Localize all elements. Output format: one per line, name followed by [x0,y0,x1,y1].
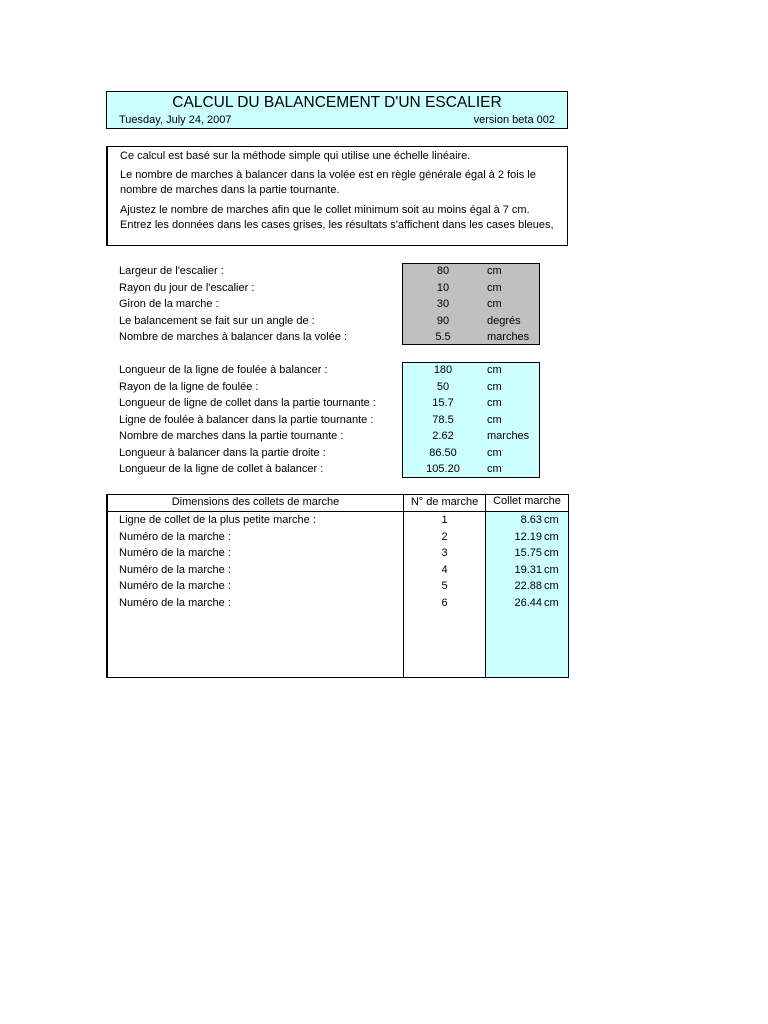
header-dimensions: Dimensions des collets de marche [171,496,340,508]
table-row [108,595,568,612]
row-label: Numéro de la marche : [119,563,231,576]
row-step-number: 5 [441,580,448,592]
input-unit-giron: cm [487,298,502,310]
input-label-angle: Le balancement se fait sur un angle de : [119,314,315,327]
row-label: Numéro de la marche : [119,580,231,592]
result-cell: 105.20 [426,463,460,475]
title-banner [106,91,568,129]
input-unit-radius: cm [487,281,502,294]
date-label: Tuesday, July 24, 2007 [119,114,232,126]
result-label: Ligne de foulée à balancer dans la partie tournante : [119,413,374,426]
intro-paragraph-1: Ce calcul est basé sur la méthode simple qui utilise une échelle linéaire. [120,150,471,162]
input-cell-giron[interactable]: 30 [436,298,450,310]
result-cell: 78.5 [432,413,454,426]
result-label: Longueur de ligne de collet dans la partie tournante : [119,397,376,409]
row-step-number: 4 [441,563,448,576]
row-collet-value: 8.63 [520,514,542,526]
page-title: CALCUL DU BALANCEMENT D'UN ESCALIER [172,94,502,111]
input-cell-steps[interactable]: 5.5 [435,331,451,343]
row-step-number: 6 [441,596,448,609]
header-collet: Collet marche [493,495,561,507]
row-collet-unit: cm [544,530,559,543]
row-collet-unit: cm [544,580,559,592]
result-label: Longueur de la ligne de collet à balancer : [119,463,324,475]
result-label: Longueur à balancer dans la partie droite : [119,446,326,459]
row-collet-unit: cm [544,563,559,576]
result-unit: cm [487,446,502,459]
version-label: version beta 002 [473,114,555,126]
row-collet-unit: cm [544,514,559,526]
intro-paragraph-2: Le nombre de marches à balancer dans la volée est en règle générale égal à 2 fois le nombre de marches dans la partie tournante. [120,169,536,197]
row-label: Numéro de la marche : [119,596,231,609]
intro-paragraph-3: Ajustez le nombre de marches afin que le collet minimum soit au moins égal à 7 cm. Entrez les données dans les cases grises, les résultats s'affichent dans les cases bleues, [120,203,554,231]
collets-table [106,494,569,678]
result-unit: marches [487,430,530,442]
result-unit: cm [487,397,502,409]
row-label: Numéro de la marche : [119,547,231,559]
row-collet-value: 22.88 [514,580,542,592]
header-step-number: N° de marche [410,496,479,508]
result-label: Longueur de la ligne de foulée à balancer : [119,364,328,376]
input-cell-angle[interactable]: 90 [436,314,450,327]
row-step-number: 1 [441,514,448,526]
result-unit: cm [487,380,502,393]
result-cell: 50 [436,380,450,393]
row-label: Ligne de collet de la plus petite marche : [119,514,316,526]
input-unit-steps: marches [487,331,530,343]
row-step-number: 3 [441,547,448,559]
result-cell: 86.50 [429,446,457,459]
row-collet-value: 26.44 [514,596,542,609]
intro-box [106,146,568,246]
row-collet-value: 15.75 [514,547,542,559]
input-label-steps: Nombre de marches à balancer dans la volée : [119,331,348,343]
input-label-width: Largeur de l'escalier : [119,265,224,277]
row-step-number: 2 [441,530,448,543]
row-label: Numéro de la marche : [119,530,231,543]
row-collet-unit: cm [544,596,559,609]
result-label: Rayon de la ligne de foulée : [119,380,259,393]
input-unit-width: cm [487,265,502,277]
result-unit: cm [487,364,502,376]
result-label: Nombre de marches dans la partie tournante : [119,430,344,442]
input-label-giron: Giron de la marche : [119,298,219,310]
row-collet-value: 12.19 [514,530,542,543]
input-cell-width[interactable]: 80 [436,265,450,277]
input-cell-radius[interactable]: 10 [436,281,450,294]
result-cell: 15.7 [432,397,454,409]
table-row [108,562,568,579]
input-unit-angle: degrés [487,314,521,327]
input-label-radius: Rayon du jour de l'escalier : [119,281,255,294]
table-row [108,578,568,595]
result-unit: cm [487,413,502,426]
result-cell: 2.62 [432,430,454,442]
table-row [108,529,568,546]
result-cell: 180 [433,364,453,376]
row-collet-value: 19.31 [514,563,542,576]
table-row [108,512,568,529]
table-row [108,545,568,562]
result-unit: cm [487,463,502,475]
row-collet-unit: cm [544,547,559,559]
